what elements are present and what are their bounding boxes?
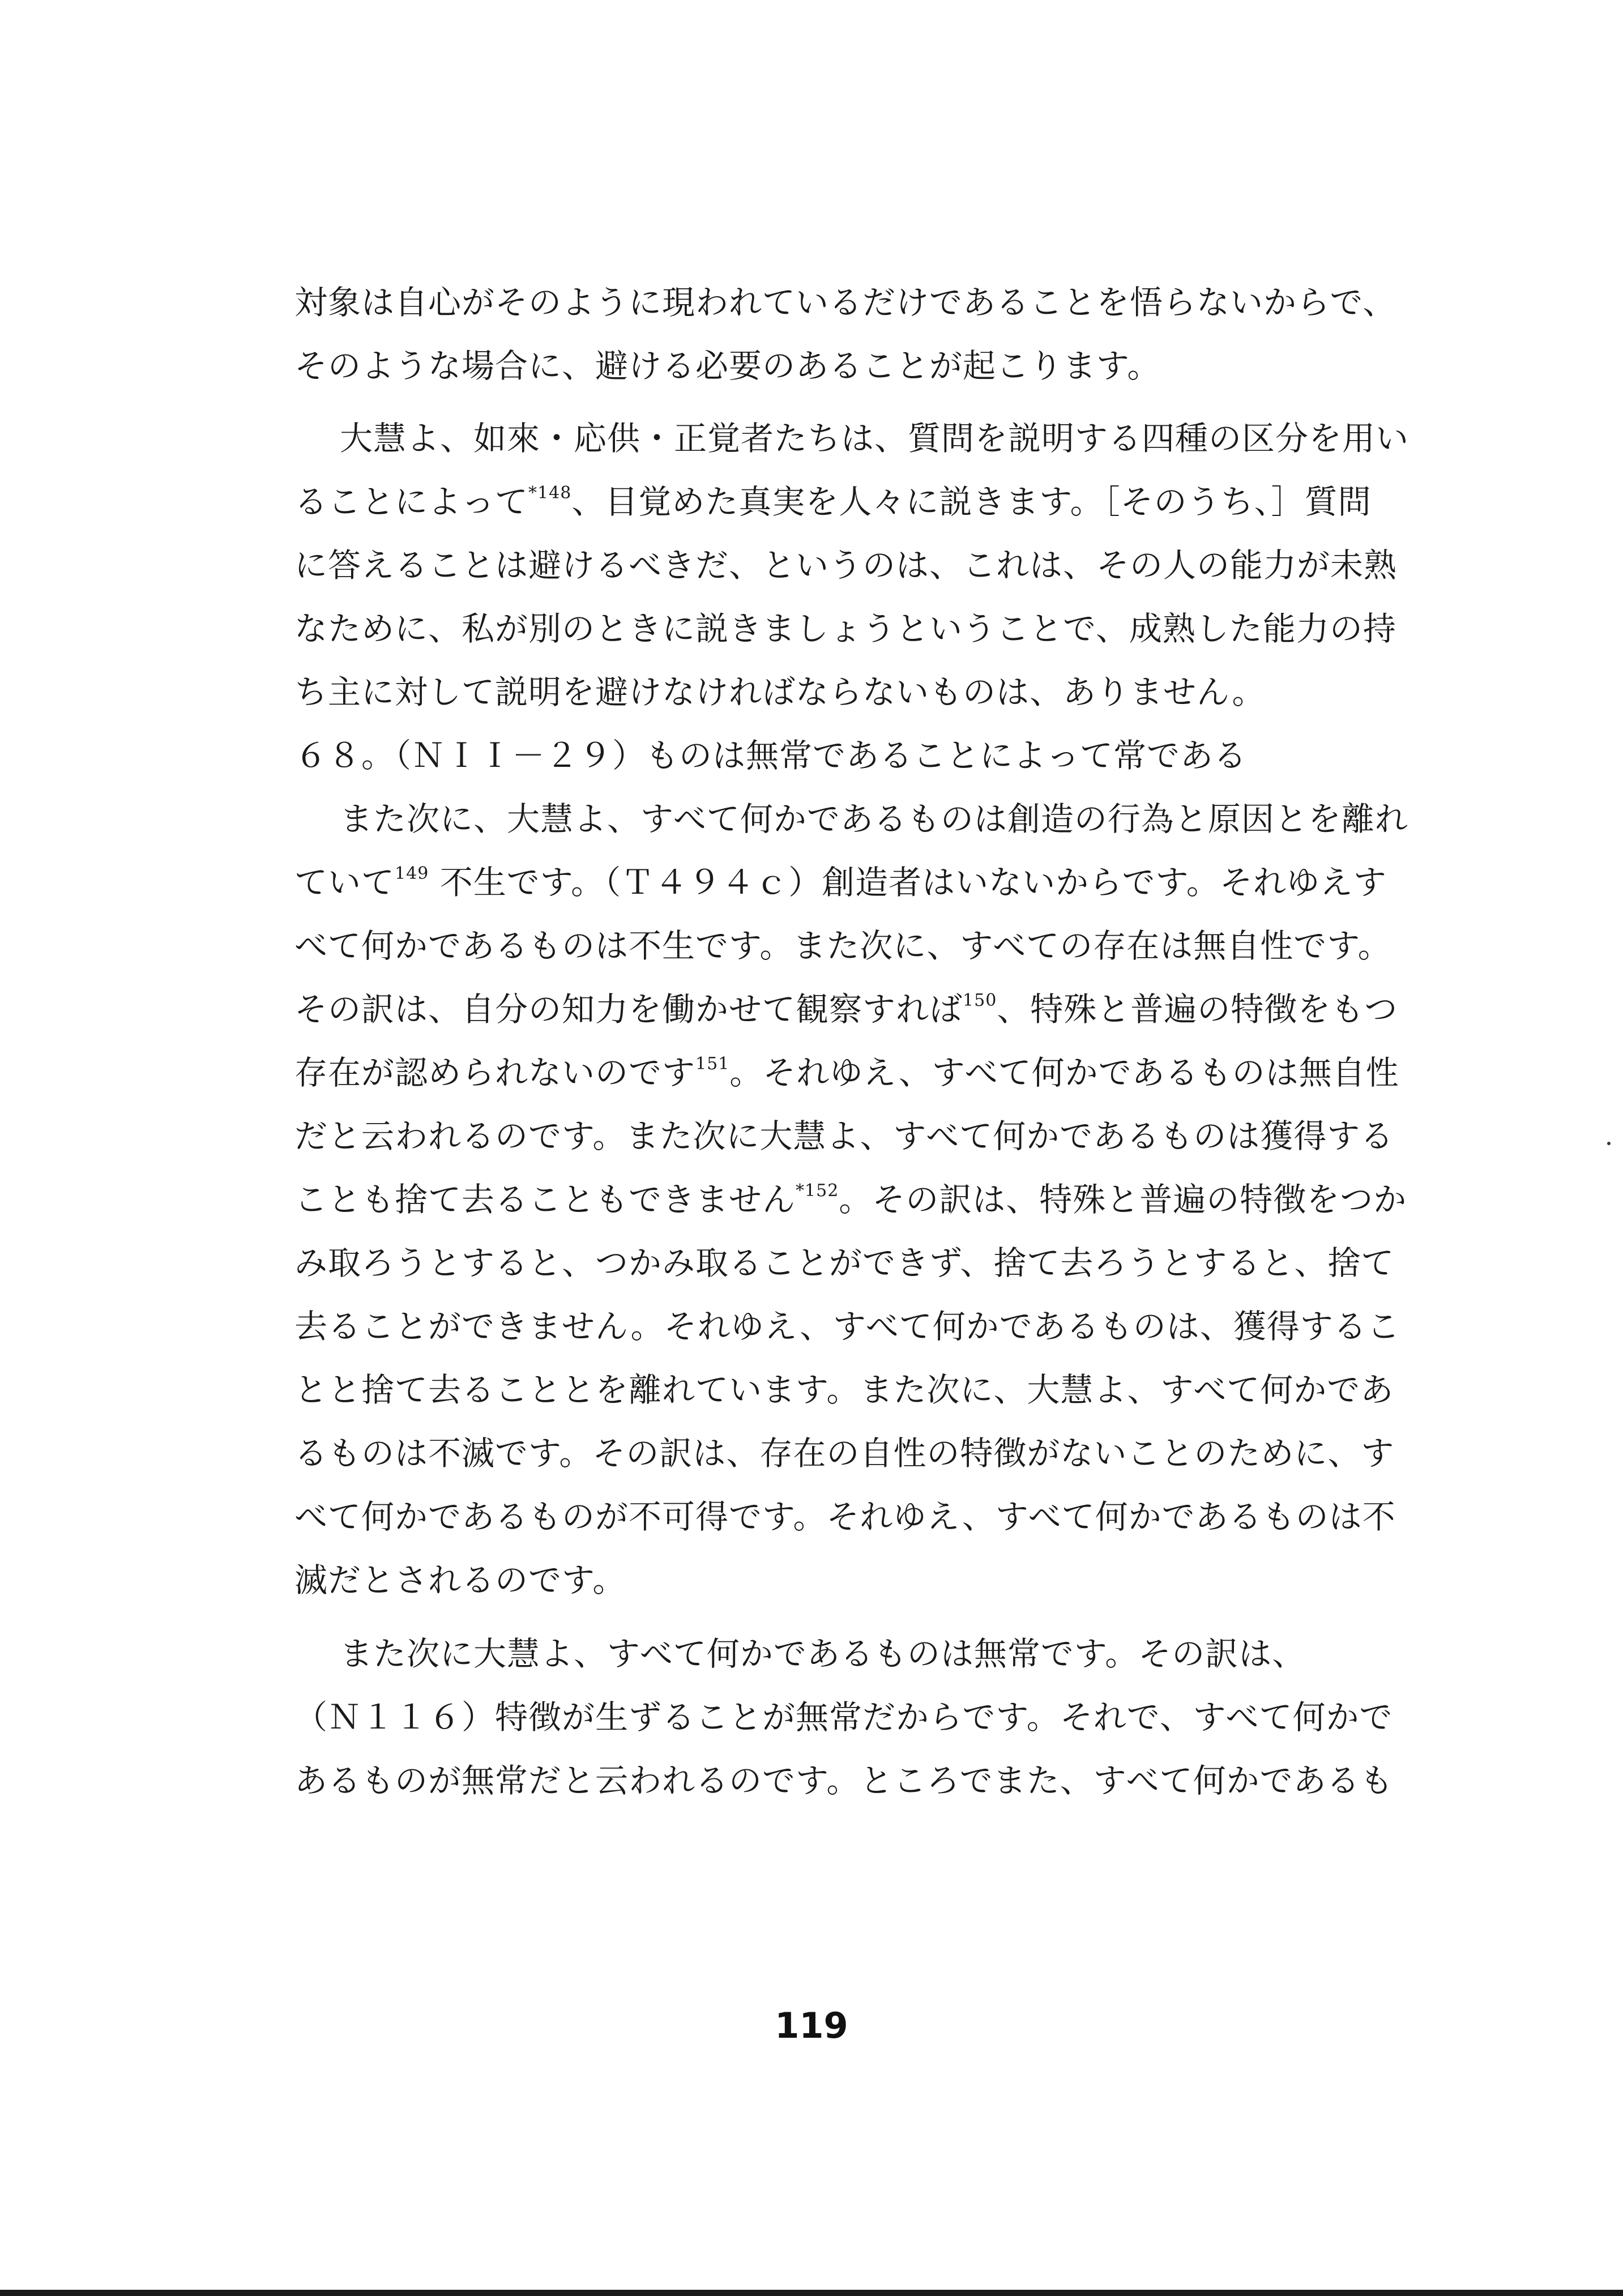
text-segment: 滅だとされるのです。 <box>294 1561 626 1599</box>
body-text <box>294 271 1410 1812</box>
text-segment: また次に大慧よ、すべて何かであるものは無常です。その訳は、 <box>340 1634 1306 1673</box>
text-line <box>294 1231 1395 1295</box>
text-segment: だと云われるのです。また次に大慧よ、すべて何かであるものは獲得する <box>294 1117 1394 1155</box>
text-segment: ことも捨て去ることもできません <box>294 1180 796 1219</box>
text-line <box>294 1485 1396 1548</box>
text-line <box>294 597 1396 660</box>
page-number: 119 <box>775 2005 848 2046</box>
text-segment: 大慧よ、如來・応供・正覚者たちは、質問を説明する四種の区分を用い <box>340 419 1410 458</box>
text-segment: とと捨て去ることとを離れています。また次に、大慧よ、すべて何かであ <box>294 1371 1394 1409</box>
paragraph-start-line <box>294 787 1408 851</box>
text-segment: その訳は、自分の知力を働かせて観察すれば <box>294 990 963 1028</box>
text-line <box>294 1104 1394 1168</box>
text-line <box>294 1041 1399 1104</box>
text-segment: 。その訳は、特殊と普遍の特徴をつか <box>839 1180 1407 1219</box>
section-heading <box>294 724 1353 787</box>
text-segment: 。それゆえ、すべて何かであるものは無自性 <box>729 1053 1399 1092</box>
text-segment: そのような場合に、避ける必要のあることが起こります。 <box>294 347 1161 385</box>
text-segment: （Ｎ１１６）特徴が生ずることが無常だからです。それで、すべて何かで <box>294 1698 1393 1736</box>
text-line <box>294 978 1398 1041</box>
text-line <box>294 1168 1407 1231</box>
footnote-marker: *152 <box>796 1181 839 1201</box>
text-segment: べて何かであるものが不可得です。それゆえ、すべて何かであるものは不 <box>294 1497 1396 1536</box>
text-line <box>294 914 1391 978</box>
scan-bottom-edge <box>0 2290 1623 2296</box>
text-line <box>294 1422 1395 1485</box>
paragraph-start-line <box>294 407 1410 470</box>
text-segment: ていて <box>294 863 395 902</box>
text-segment: ることによって <box>294 483 529 521</box>
text-line <box>294 1749 1394 1812</box>
text-segment: み取ろうとすると、つかみ取ることができず、捨て去ろうとすると、捨て <box>294 1244 1395 1282</box>
text-line <box>294 271 1396 334</box>
text-segment: 、目覚めた真実を人々に説きます。［そのうち、］質問 <box>571 483 1372 521</box>
text-segment: なために、私が別のときに説きましょうということで、成熟した能力の持 <box>294 609 1396 648</box>
text-line <box>294 660 1353 724</box>
footnote-marker: 149 <box>395 864 429 884</box>
paragraph-start-line <box>294 1622 1353 1685</box>
footnote-marker: *148 <box>528 483 572 503</box>
text-segment: 、特殊と普遍の特徴をもつ <box>997 990 1398 1028</box>
text-line <box>294 1295 1400 1358</box>
text-segment: に答えることは避けるべきだ、というのは、これは、その人の能力が未熟 <box>294 546 1398 584</box>
text-segment: また次に、大慧よ、すべて何かであるものは創造の行為と原因とを離れ <box>340 800 1408 838</box>
footnote-marker: 151 <box>695 1054 730 1074</box>
footnote-marker: 150 <box>963 991 997 1010</box>
text-line <box>294 534 1398 597</box>
text-segment: 存在が認められないのです <box>294 1053 696 1092</box>
text-line <box>294 1548 1353 1612</box>
text-segment: 対象は自心がそのように現われているだけであることを悟らないからで、 <box>294 283 1396 322</box>
text-segment: 不生です。（Ｔ４９４ｃ）創造者はいないからです。それゆえす <box>429 863 1387 902</box>
text-line <box>294 1685 1393 1749</box>
text-line <box>294 851 1387 914</box>
scan-speck <box>1607 1142 1611 1145</box>
heading-text: ６８。（ＮＩＩ－２９）ものは無常であることによって常である <box>294 736 1248 775</box>
text-segment: ち主に対して説明を避けなければならないものは、ありません。 <box>294 673 1266 711</box>
text-line <box>294 334 1353 398</box>
text-line <box>294 1358 1394 1422</box>
text-segment: あるものが無常だと云われるのです。ところでまた、すべて何かであるも <box>294 1761 1394 1800</box>
text-segment: 去ることができません。それゆえ、すべて何かであるものは、獲得するこ <box>294 1307 1400 1346</box>
text-line <box>294 470 1372 534</box>
text-segment: るものは不滅です。その訳は、存在の自性の特徴がないことのために、す <box>294 1434 1395 1473</box>
text-segment: べて何かであるものは不生です。また次に、すべての存在は無自性です。 <box>294 927 1391 965</box>
